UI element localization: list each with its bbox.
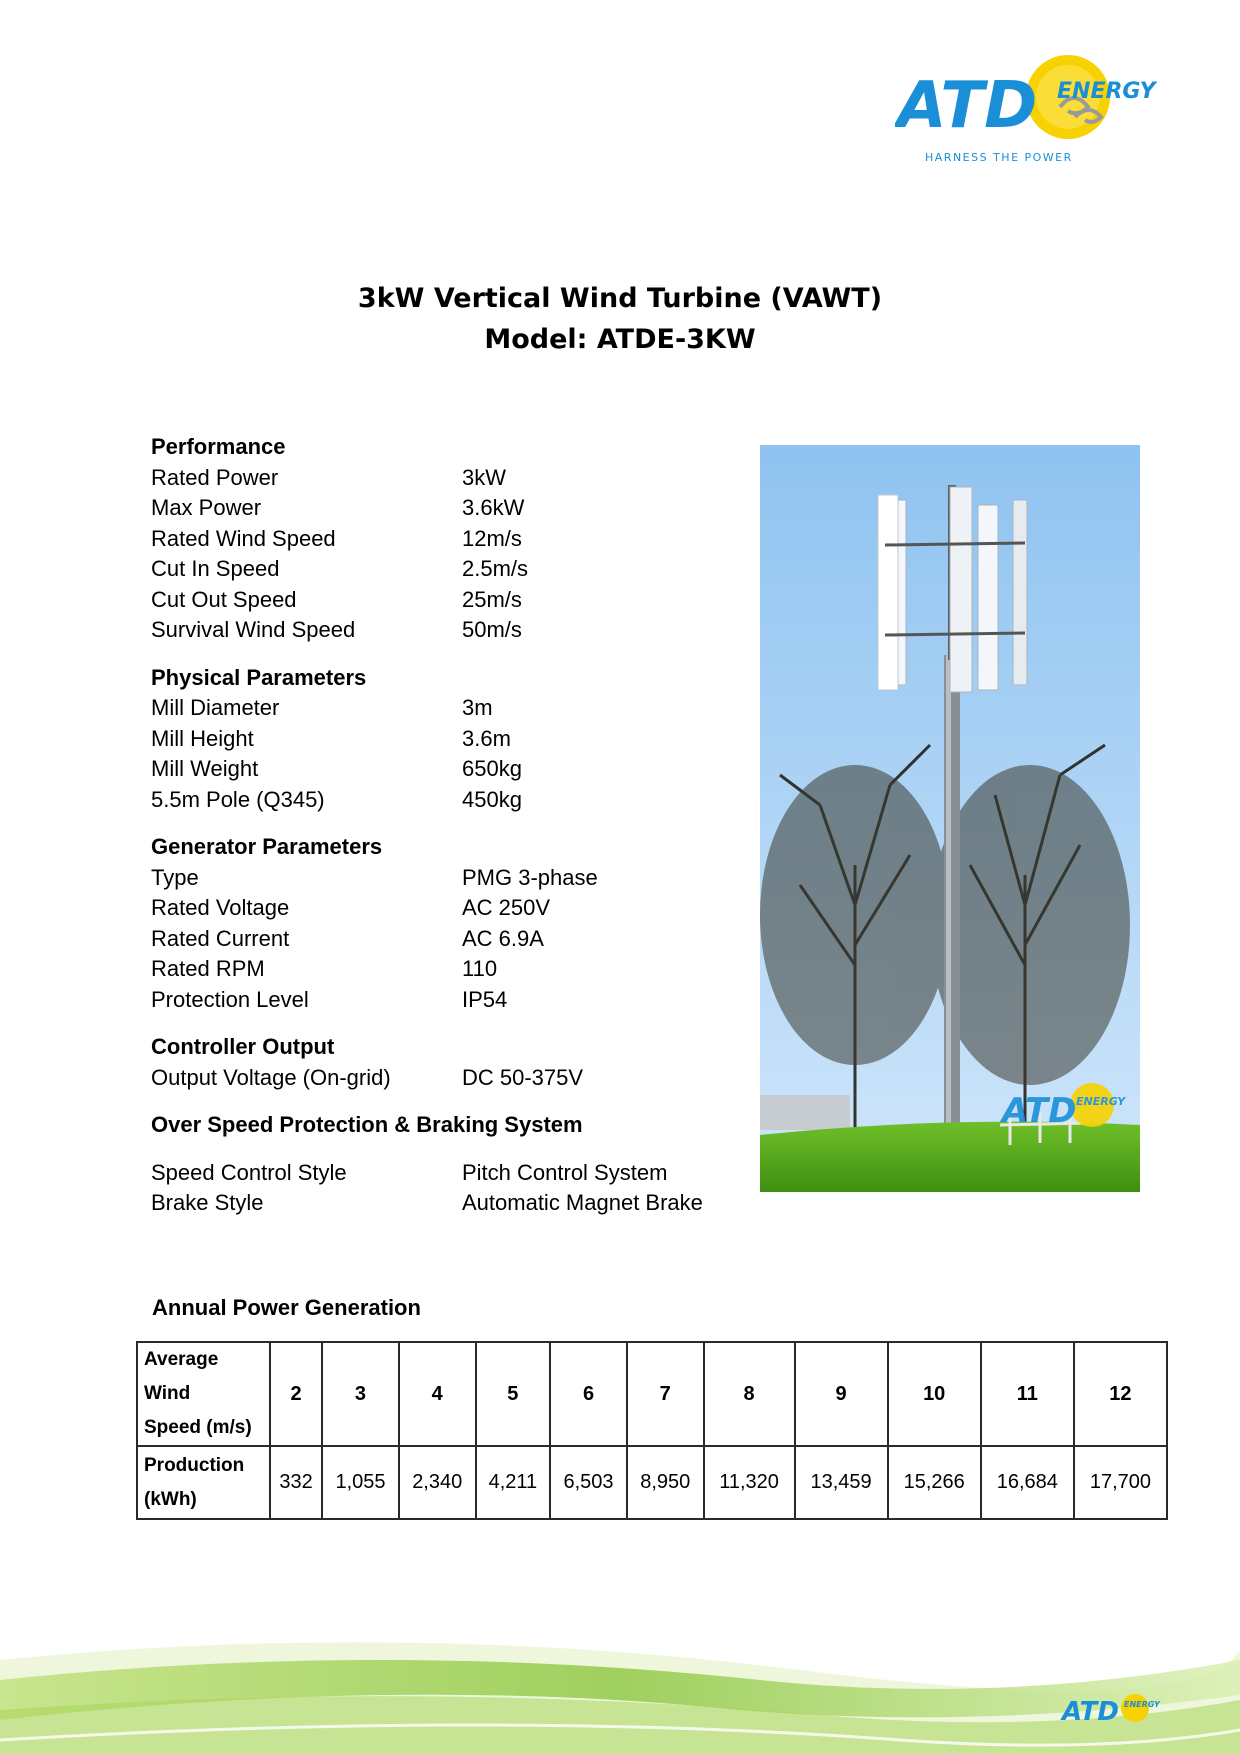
spec-label: Mill Diameter xyxy=(151,695,280,720)
wind-speed-cell: 11 xyxy=(981,1342,1074,1446)
spec-label: Mill Height xyxy=(151,725,254,751)
logo-brand: ATD xyxy=(897,69,1038,143)
annual-generation-title: Annual Power Generation xyxy=(152,1295,421,1320)
spec-section xyxy=(151,432,741,646)
row-header-line: Average Wind xyxy=(144,1349,219,1404)
spec-value: 50m/s xyxy=(462,617,522,642)
production-cell: 332 xyxy=(270,1446,322,1519)
atd-energy-logo xyxy=(895,55,1170,170)
spec-label: Max Power xyxy=(151,495,262,520)
spec-label: Cut Out Speed xyxy=(151,586,297,612)
spec-value: PMG 3-phase xyxy=(462,864,598,890)
spec-value: Pitch Control System xyxy=(462,1159,668,1185)
photo-watermark-word: ENERGY xyxy=(1076,1095,1126,1108)
turbine-photo xyxy=(760,445,1140,1192)
spec-section xyxy=(151,1110,741,1219)
spec-row xyxy=(151,1063,741,1094)
spec-label: Cut In Speed xyxy=(151,556,280,581)
wind-speed-cell: 8 xyxy=(704,1342,795,1446)
spec-label: Output Voltage (On-grid) xyxy=(151,1064,391,1090)
spec-label: Protection Level xyxy=(151,986,309,1012)
spec-label: Type xyxy=(151,864,199,890)
production-cell: 11,320 xyxy=(704,1446,795,1519)
footer-swoosh xyxy=(0,1620,1240,1754)
spec-section-title: Performance xyxy=(151,434,286,459)
wind-speed-cell: 4 xyxy=(399,1342,476,1446)
row-header-line: Production xyxy=(144,1454,245,1476)
spec-label: Speed Control Style xyxy=(151,1159,347,1185)
production-cell: 8,950 xyxy=(627,1446,704,1519)
spec-section xyxy=(151,663,741,816)
spec-row xyxy=(151,554,741,585)
spec-label: Survival Wind Speed xyxy=(151,617,356,642)
title-line-2: Model: ATDE-3KW xyxy=(484,324,756,355)
footer-atd-logo xyxy=(1060,1690,1165,1730)
annual-generation-table xyxy=(136,1341,1168,1520)
logo-tagline: HARNESS THE POWER xyxy=(925,151,1073,164)
wind-speed-cell: 3 xyxy=(322,1342,399,1446)
spec-value: AC 6.9A xyxy=(462,925,544,951)
row-header-production xyxy=(137,1446,270,1519)
row-header-wind-speed xyxy=(137,1342,270,1446)
photo-watermark-brand: ATD xyxy=(1002,1091,1077,1131)
spec-value: 12m/s xyxy=(462,525,522,551)
production-cell: 2,340 xyxy=(399,1446,476,1519)
spec-value: 25m/s xyxy=(462,586,522,612)
row-header-line: (kWh) xyxy=(144,1488,197,1510)
production-cell: 13,459 xyxy=(795,1446,888,1519)
spec-row xyxy=(151,463,741,494)
production-cell: 4,211 xyxy=(476,1446,551,1519)
spec-value: AC 250V xyxy=(462,895,551,920)
spec-row xyxy=(151,724,741,755)
spec-value: 3kW xyxy=(462,464,506,490)
spec-label: Rated RPM xyxy=(151,956,265,981)
spec-section xyxy=(151,1032,741,1093)
spec-row xyxy=(151,754,741,785)
spec-row xyxy=(151,985,741,1016)
production-cell: 1,055 xyxy=(322,1446,399,1519)
spec-section-title: Generator Parameters xyxy=(151,834,383,859)
production-cell: 16,684 xyxy=(981,1446,1074,1519)
spec-row xyxy=(151,493,741,524)
spec-row xyxy=(151,524,741,555)
footer-logo-word: ENERGY xyxy=(1124,1700,1160,1709)
wind-speed-cell: 5 xyxy=(476,1342,551,1446)
spec-label: Rated Current xyxy=(151,925,290,951)
spec-value: 3.6m xyxy=(462,725,511,751)
spec-value: DC 50-375V xyxy=(462,1064,584,1090)
production-cell: 17,700 xyxy=(1074,1446,1167,1519)
spec-row xyxy=(151,785,741,816)
spec-section-title: Controller Output xyxy=(151,1034,335,1059)
spec-value: 110 xyxy=(462,956,498,981)
spec-value: 2.5m/s xyxy=(462,556,529,581)
production-cell: 6,503 xyxy=(550,1446,627,1519)
spec-value: 450kg xyxy=(462,786,522,812)
spec-label: Mill Weight xyxy=(151,756,259,781)
spec-row xyxy=(151,924,741,955)
spec-label: Rated Wind Speed xyxy=(151,525,336,551)
logo-word: ENERGY xyxy=(1057,79,1156,104)
spec-label: Rated Power xyxy=(151,464,279,490)
spec-row xyxy=(151,1158,741,1189)
spec-section-title: Over Speed Protection & Braking System xyxy=(151,1112,583,1137)
spec-row xyxy=(151,954,741,985)
production-cell: 15,266 xyxy=(888,1446,981,1519)
spec-value: IP54 xyxy=(462,986,508,1012)
spec-value: 3.6kW xyxy=(462,495,525,520)
table-row xyxy=(137,1446,1167,1519)
wind-speed-cell: 2 xyxy=(270,1342,322,1446)
title-line-1: 3kW Vertical Wind Turbine (VAWT) xyxy=(357,283,883,314)
spec-list xyxy=(151,432,741,1236)
spec-section xyxy=(151,832,741,1015)
wind-speed-cell: 6 xyxy=(550,1342,627,1446)
wind-speed-cell: 9 xyxy=(795,1342,888,1446)
wind-speed-cell: 7 xyxy=(627,1342,704,1446)
spec-value: Automatic Magnet Brake xyxy=(462,1190,703,1215)
spec-value: 3m xyxy=(462,695,493,720)
spec-row xyxy=(151,893,741,924)
spec-value: 650kg xyxy=(462,756,522,781)
spec-row xyxy=(151,585,741,616)
spec-section-title: Physical Parameters xyxy=(151,664,367,690)
spec-row xyxy=(151,1188,741,1219)
spec-row xyxy=(151,863,741,894)
wind-speed-cell: 10 xyxy=(888,1342,981,1446)
row-header-line: Speed (m/s) xyxy=(144,1417,252,1438)
wind-speed-cell: 12 xyxy=(1074,1342,1167,1446)
spec-row xyxy=(151,693,741,724)
page-title xyxy=(0,278,1240,360)
spec-label: 5.5m Pole (Q345) xyxy=(151,786,325,812)
spec-row xyxy=(151,615,741,646)
spec-label: Brake Style xyxy=(151,1190,264,1215)
table-row xyxy=(137,1342,1167,1446)
footer-logo-brand: ATD xyxy=(1062,1697,1119,1727)
spec-label: Rated Voltage xyxy=(151,895,290,920)
